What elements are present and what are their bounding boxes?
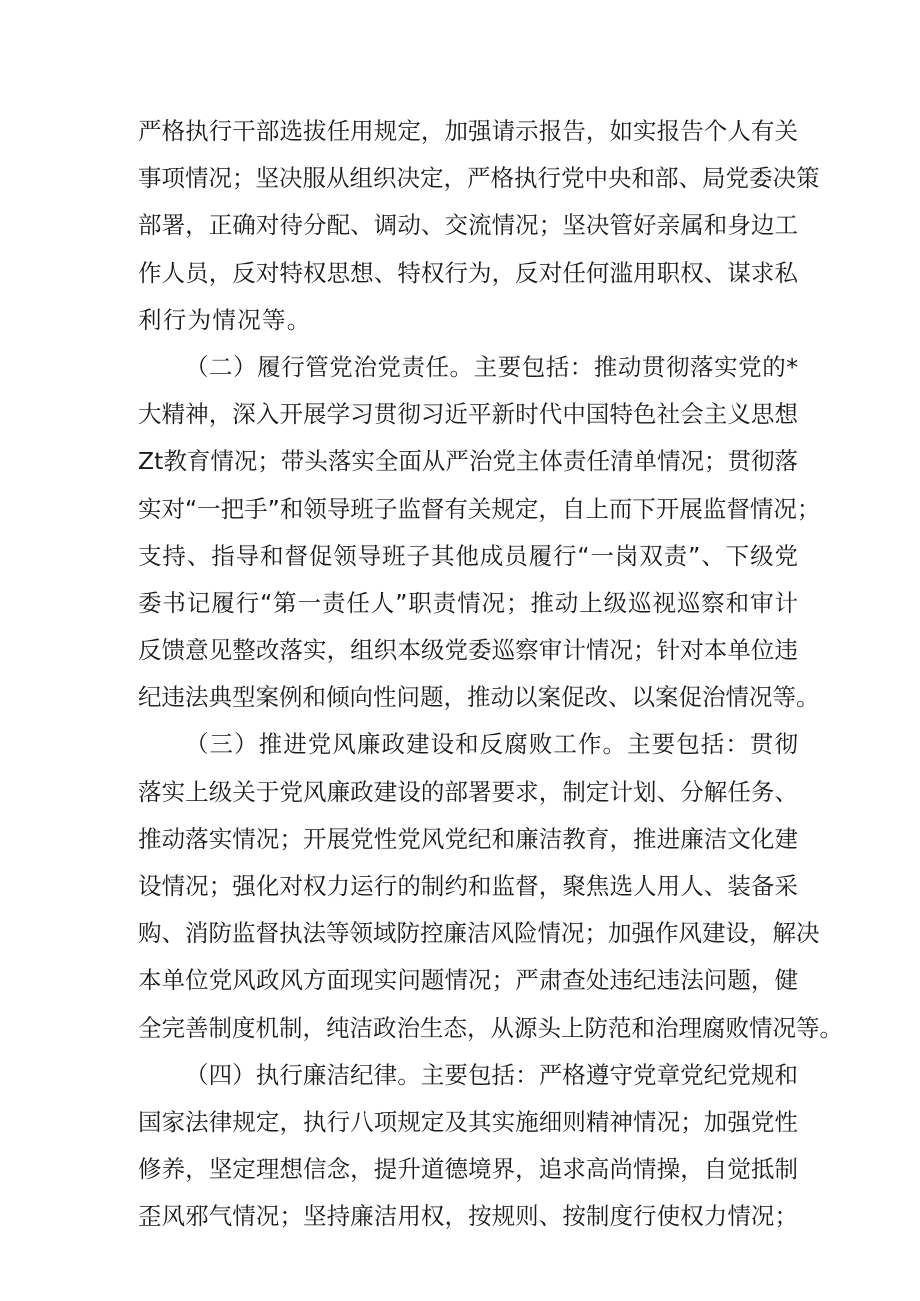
paragraph-4 [138,1052,798,1241]
text-line: 纪违法典型案例和倾向性问题，推动以案促改、以案促治情况等。 [138,683,820,712]
paragraph-1 [138,108,820,344]
text-line: 歪风邪气情况；坚持廉洁用权，按规则、按制度行使权力情况； [138,1202,798,1231]
text-line: 利行为情况等。 [138,305,312,334]
text-line: Zt教育情况；带头落实全面从严治党主体责任清单情况；贯彻落 [138,447,798,476]
text-line: 全完善制度机制，纯洁政治生态，从源头上防范和治理腐败情况等。 [138,1013,843,1042]
text-line: 大精神，深入开展学习贯彻习近平新时代中国特色社会主义思想 [138,400,798,429]
text-line: （二）履行管党治党责任。主要包括：推动贯彻落实党的* [185,352,798,381]
document-body [138,108,843,1241]
text-line: （三）推进党风廉政建设和反腐败工作。主要包括：贯彻 [185,730,798,759]
text-line: 支持、指导和督促领导班子其他成员履行“一岗双责”、下级党 [138,541,798,570]
text-line: 作人员，反对特权思想、特权行为，反对任何滥用职权、谋求私 [138,258,798,287]
text-line: 设情况；强化对权力运行的制约和监督，聚焦选人用人、装备采 [138,872,798,900]
text-line: 本单位党风政风方面现实问题情况；严肃查处违纪违法问题，健 [138,966,798,995]
text-line: 购、消防监督执法等领域防控廉洁风险情况；加强作风建设，解决 [138,919,820,948]
paragraph-3 [138,721,843,1051]
text-line: 国家法律规定，执行八项规定及其实施细则精神情况；加强党性 [138,1107,798,1136]
text-line: 实对“一把手”和领导班子监督有关规定，自上而下开展监督情况； [138,494,821,523]
text-line: 反馈意见整改落实，组织本级党委巡察审计情况；针对本单位违 [138,636,798,665]
text-line: 严格执行干部选拔任用规定，加强请示报告，如实报告个人有关 [138,117,798,145]
text-line: 事项情况；坚决服从组织决定，严格执行党中央和部、局党委决策 [138,164,820,193]
text-line: 部署，正确对待分配、调动、交流情况；坚决管好亲属和身边工 [138,211,798,240]
text-line: （四）执行廉洁纪律。主要包括：严格遵守党章党纪党规和 [185,1060,798,1089]
text-line: 修养，坚定理想信念，提升道德境界，追求高尚情操，自觉抵制 [138,1155,798,1184]
text-line: 推动落实情况；开展党性党风党纪和廉洁教育，推进廉洁文化建 [138,824,798,853]
text-line: 委书记履行“第一责任人”职责情况；推动上级巡视巡察和审计 [138,588,798,617]
paragraph-2 [138,344,821,722]
text-line: 落实上级关于党风廉政建设的部署要求，制定计划、分解任务、 [138,777,798,806]
